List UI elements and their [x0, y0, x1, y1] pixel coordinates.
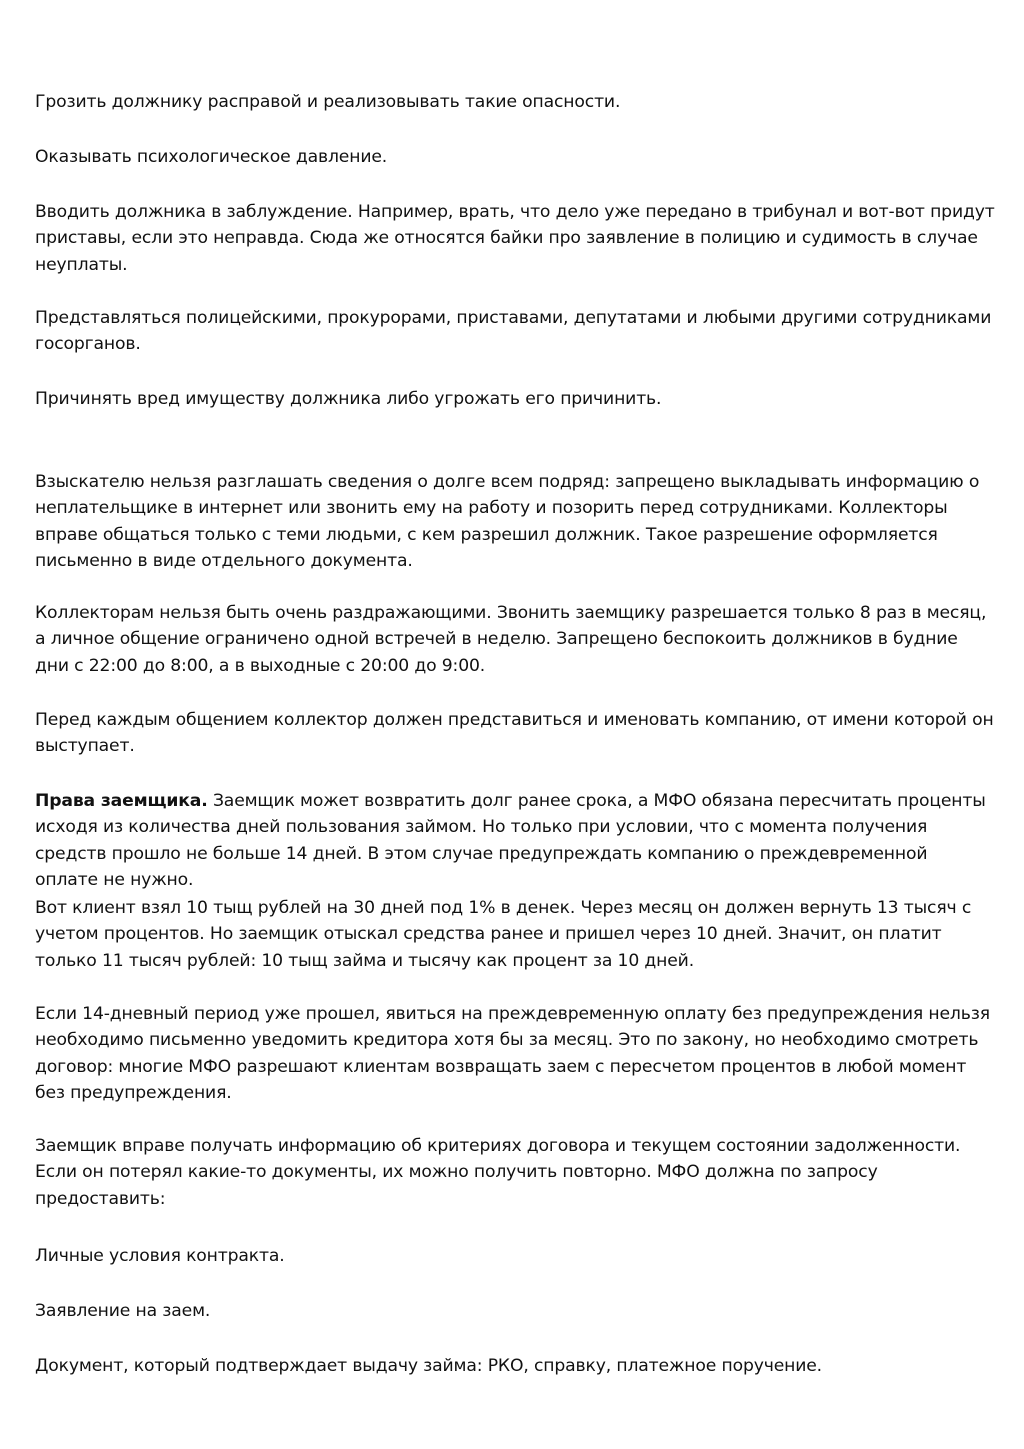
borrower-rights-text: Заемщик может возвратить долг ранее срока, а МФО обязана пересчитать проценты исходя из количества дней пользования займом. Но только при условии, что с момента получения средств прошло не больше 14 дней. В этом случае предупреждать компанию о преждевременной оплате не нужно. [35, 791, 986, 890]
paragraph-collector-introduction: Перед каждым общением коллектор должен представиться и именовать компанию, от имени которой он выступает. [35, 710, 994, 757]
paragraph-contact-limits: Коллекторам нельзя быть очень раздражающими. Звонить заемщику разрешается только 8 раз в месяц, а личное общение ограничено одной встречей в неделю. Запрещено беспокоить должников в будние дни с 22:00 до 8:00, а в выходные с 20:00 до 9:00. [35, 603, 987, 676]
paragraph-impersonation: Представляться полицейскими, прокурорами, приставами, депутатами и любыми другими сотрудниками госорганов. [35, 308, 992, 355]
paragraph-information-rights: Заемщик вправе получать информацию об критериях договора и текущем состоянии задолженности. Если он потерял какие-то документы, их можно получить повторно. МФО должна по запросу предоставить: [35, 1136, 961, 1209]
paragraph-psychological-pressure: Оказывать психологическое давление. [35, 147, 388, 167]
paragraph-early-repayment: Если 14-дневный период уже прошел, явиться на преждевременную оплату без предупреждения нельзя необходимо письменно уведомить кредитора хотя бы за месяц. Это по закону, но необходимо смотреть договор: многие МФО разрешают клиентам возвращать заем с пересчетом процентов в любой момент без предупреждения. [35, 1004, 990, 1103]
borrower-rights-heading: Права заемщика. [35, 791, 208, 811]
paragraph-borrower-rights [35, 788, 995, 893]
paragraph-property-damage: Причинять вред имуществу должника либо угрожать его причинить. [35, 389, 662, 409]
paragraph-loan-issue-document: Документ, который подтверждает выдачу займа: РКО, справку, платежное поручение. [35, 1356, 822, 1376]
paragraph-debt-disclosure: Взыскателю нельзя разглашать сведения о долге всем подряд: запрещено выкладывать информацию о неплательщике в интернет или звонить ему на работу и позорить перед сотрудниками. Коллекторы вправе общаться только с теми людьми, с кем разрешил должник. Такое разрешение оформляется письменно в виде отдельного документа. [35, 472, 980, 571]
paragraph-loan-application: Заявление на заем. [35, 1301, 211, 1321]
paragraph-misleading-debtor: Вводить должника в заблуждение. Например, врать, что дело уже передано в трибунал и вот-вот придут приставы, если это неправда. Сюда же относятся байки про заявление в полицию и судимость в случае неуплаты. [35, 202, 995, 275]
paragraph-personal-terms: Личные условия контракта. [35, 1246, 285, 1266]
paragraph-threats: Грозить должнику расправой и реализовывать такие опасности. [35, 92, 621, 112]
paragraph-example-calculation: Вот клиент взял 10 тыщ рублей на 30 дней под 1% в денек. Через месяц он должен вернуть 13 тысяч с учетом процентов. Но заемщик отыскал средства ранее и пришел через 10 дней. Значит, он платит только 11 тысяч рублей: 10 тыщ займа и тысячу как процент за 10 дней. [35, 898, 972, 971]
